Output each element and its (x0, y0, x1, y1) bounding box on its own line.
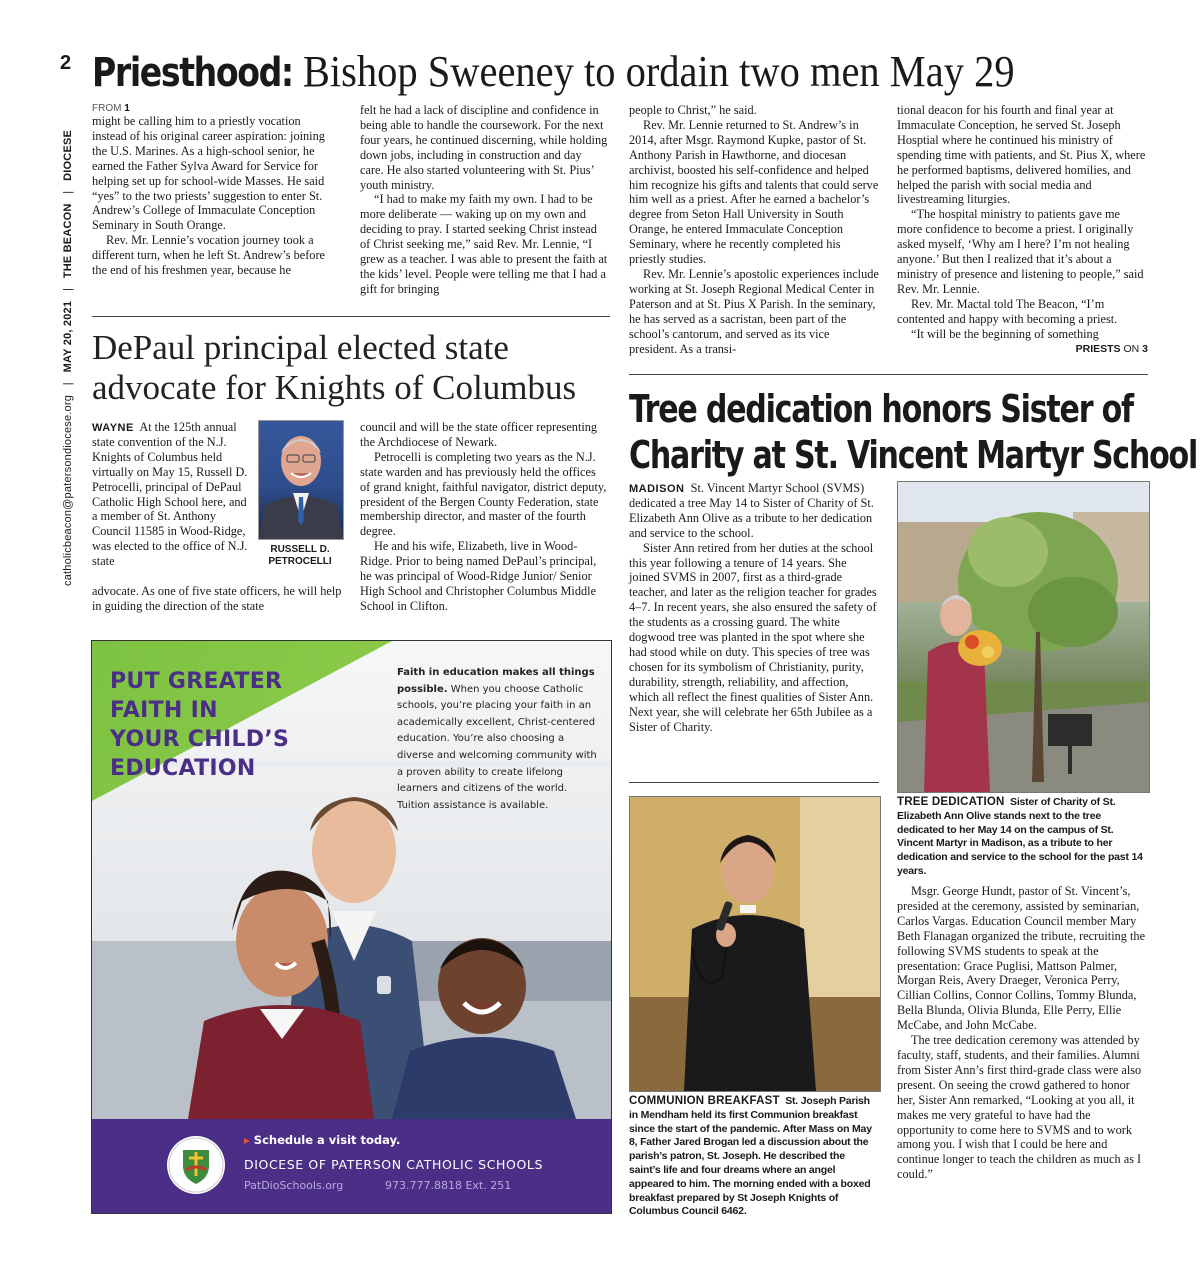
headline-kicker: Priesthood: (92, 50, 293, 96)
sidebar-masthead: catholicbeacon@patersondiocese.org | MAY 20, 2021 | THE BEACON | DIOCESE (62, 129, 74, 586)
schedule-visit-link[interactable]: ▸ Schedule a visit today. (244, 1133, 401, 1147)
divider (629, 782, 879, 783)
ad-footer-bar (92, 1119, 611, 1213)
sidebar-publication: THE BEACON (62, 203, 74, 279)
paragraph: felt he had a lack of discipline and confidence in being able to handle the coursework. For the next four years, he continued discerning, while holding down jobs, including in construction and day care. He also started volunteering with St. Pius’ youth ministry. (360, 103, 608, 192)
paragraph: people to Christ,” he said. (629, 103, 757, 117)
divider (629, 374, 1148, 375)
priesthood-headline (92, 46, 1015, 98)
ad-title: PUT GREATER FAITH IN YOUR CHILD’S EDUCATION (110, 669, 290, 781)
depaul-column-1a (92, 420, 252, 569)
paragraph: tional deacon for his fourth and final year at Immaculate Conception, he served St. Joseph Hosptial where he continued his ministry of spending time with patients, and St. Pius X, where he performed baptisms, delivered homilies, and helped the parish with social media and livestreaming liturgies. (897, 103, 1146, 207)
headline-text: Bishop Sweeney to ordain two men May 29 (302, 47, 1015, 96)
sidebar-section: DIOCESE (62, 129, 74, 181)
priesthood-column-1 (92, 103, 337, 278)
paragraph: Msgr. George Hundt, pastor of St. Vincent’s, presided at the ceremony, assisted by seminarian, Carlos Vargas. Education Council member Mary Beth Flanagan organized the tribute, recruiting the following SVMS students to speak at the presentation: Grace Puglisi, Mattson Palmer, Morgan Reis, Avery Draeger, Veronica Perry, Cillian Collins, Connor Collins, Tommy Blunda, Bella Blunda, Olivia Blunda, Elle Perry, Ellie McCabe, and John McCabe. (897, 884, 1146, 1033)
ad-website-link[interactable]: PatDioSchools.org (244, 1179, 344, 1192)
depaul-column-1b: advocate. As one of five state officers, he will help in guiding the direction of the state (92, 584, 342, 613)
paragraph: Petrocelli is completing two years as the N.J. state warden and has previously held the offices of grand knight, faithful navigator, district deputy, president of the Bergen County Federation, state membership director, and master of the fourth degree. (360, 449, 607, 539)
depaul-column-2 (360, 420, 608, 614)
paragraph: “I had to make my faith my own. I had to be more deliberate — waking up on my own and deciding to pray. I started seeking Christ instead of Christ seeking me,” said Rev. Mr. Lennie, “I grew as a teacher. I was able to present the faith at the kids’ level. People were telling me that I had a gift for bringing (360, 192, 608, 296)
continued-from: FROM 1 (92, 103, 130, 114)
sidebar-website: catholicbeacon@patersondiocese.org (62, 394, 74, 586)
diocese-seal-icon (167, 1136, 225, 1194)
paragraph: Rev. Mr. Lennie’s apostolic experiences include working at St. Joseph Regional Medical Center in Paterson and at St. Pius X Parish. In the seminary, he has served as a sacristan, been part of the school’s cantorum, and served as its vice president. As a transi- (629, 266, 879, 356)
tree-dedication-photo (897, 481, 1150, 793)
petrocelli-caption: RUSSELL D. PETROCELLI (268, 544, 332, 567)
divider (92, 316, 610, 317)
tree-photo-caption: TREE DEDICATION Sister of Charity of St. Elizabeth Ann Olive stands next to the tree dedicated to her May 14 on the campus of St. Vincent Martyr in Madison, as a tribute to her dedication and service to the school for the past 14 years. (897, 796, 1143, 877)
paragraph: might be calling him to a priestly vocation instead of his original career aspiration: joining the U.S. Marines. As a high-school senior, he earned the Father Sylva Award for Service for helping set up for school-wide Masses. He said “yes” to the two priests’ suggestion to enter St. Andrew’s College of Immaculate Conception Seminary in South Orange. (92, 114, 325, 233)
tree-column-1 (629, 481, 879, 734)
paragraph: Rev. Mr. Mactal told The Beacon, “I’m contented and happy with becoming a priest. (897, 296, 1118, 326)
ad-students-photo (92, 641, 611, 1119)
dateline: MADISON (629, 483, 685, 495)
communion-photo-caption: COMMUNION BREAKFAST St. Joseph Parish in Mendham held its first Communion breakfast since the start of the pandemic. After Mass on May 8, Father Jared Brogan led a discussion about the parish’s patron, St. Joseph. He described the saint’s life and four dreams where an angel appeared to him. The morning ended with a boxed breakfast prepared by St Joseph Knights of Columbus Council 6462. (629, 1095, 872, 1218)
ad-phone: 973.777.8818 Ext. 251 (385, 1179, 512, 1192)
ad-organization: DIOCESE OF PATERSON CATHOLIC SCHOOLS (244, 1157, 543, 1172)
paragraph: Rev. Mr. Lennie’s vocation journey took a different turn, when he left St. Andrew’s before the end of his freshmen year, because he (92, 233, 326, 278)
sidebar-date: MAY 20, 2021 (62, 300, 74, 373)
depaul-headline: DePaul principal elected state advocate for Knights of Columbus (92, 328, 577, 407)
catholic-schools-ad[interactable] (91, 640, 612, 1214)
paragraph: “It will be the beginning of something (911, 326, 1099, 341)
tree-column-2 (897, 884, 1148, 1182)
paragraph: He and his wife, Elizabeth, live in Wood-Ridge. Prior to being named DePaul’s principal, he was principal of Wood-Ridge Junior/ Senior High School and Christopher Columbus Middle School in Clifton. (360, 539, 597, 613)
priesthood-column-2 (360, 103, 608, 297)
ad-copy: Faith in education makes all things possible. When you choose Catholic schools, you’re placing your faith in an academically excellent, Christ-centered education. You’re also choosing a diverse and welcoming community with a proven ability to create lifelong learners and citizens of the world. Tuition assistance is available. (397, 667, 597, 811)
paragraph: Rev. Mr. Lennie returned to St. Andrew’s in 2014, after Msgr. Raymond Kupke, pastor of St. Anthony Parish in Hawthorne, and diocesan archivist, boosted his self-confidence and helped him recognize his gifts and talents that could serve him well as a priest. After he earned a bachelor’s degree from Seton Hall University in South Orange, he entered Immaculate Conception Seminary, where he recently completed his priestly studies. (629, 117, 879, 267)
communion-breakfast-photo (629, 796, 881, 1092)
petrocelli-photo (258, 420, 344, 540)
paragraph: “The hospital ministry to patients gave me more confidence to become a priest. I originally asked myself, ‘Why am I here? I’m not healing anyone.’ But then I realized that it’s about a ministry of presence and listening to people,” said Rev. Mr. Lennie. (897, 207, 1144, 296)
priesthood-column-3 (629, 103, 879, 356)
dateline: WAYNE (92, 422, 134, 434)
priesthood-column-4 (897, 103, 1148, 355)
page-number: 2 (60, 52, 72, 74)
jump-line[interactable]: PRIESTS ON 3 (1075, 342, 1148, 355)
depaul-lead: WAYNE At the 125th annual state convention of the N.J. Knights of Columbus held virtually on May 15, Russell D. Petrocelli, principal of DePaul Catholic High School here, and a member of St. Anthony Council 11585 in Wood-Ridge, was elected to the office of N.J. state (92, 420, 248, 569)
paragraph: The tree dedication ceremony was attended by faculty, staff, students, and their families. Alumni from Sister Ann’s first third-grade class were also present. On seeing the crowd gathered to honor her, Sister Ann remarked, “Looking at you all, it makes me very grateful to have had the opportunity to come here to SVMS and to work among you. I wish that I could be here and continue longer to teach the children as much as I could.” (897, 1033, 1142, 1182)
tree-lead: MADISON St. Vincent Martyr School (SVMS) dedicated a tree May 14 to Sister of Charity of St. Elizabeth Ann Olive as a tribute to her dedication and service to the school. (629, 481, 874, 540)
tree-dedication-headline: Tree dedication honors Sister of Charity at St. Vincent Martyr School (629, 387, 1198, 477)
paragraph: Sister Ann retired from her duties at the school this year following a tenure of 14 years. She joined SVMS in 2007, first as a third-grade teacher, and later as the religion teacher for grades 4–7. In recent years, she also ensured the safety of the students as a crossing guard. The white dogwood tree was planted in the spot where she had stood while on duty. This species of tree was chosen for its symbolism of Christianity, purity, durability, strength, reliability, and affection, which all reflect the finest qualities of Sister Ann. Next year, she will celebrate her 65th Jubilee as a Sister of Charity. (629, 540, 877, 734)
paragraph: council and will be the state officer representing the Archdiocese of Newark. (360, 420, 598, 449)
